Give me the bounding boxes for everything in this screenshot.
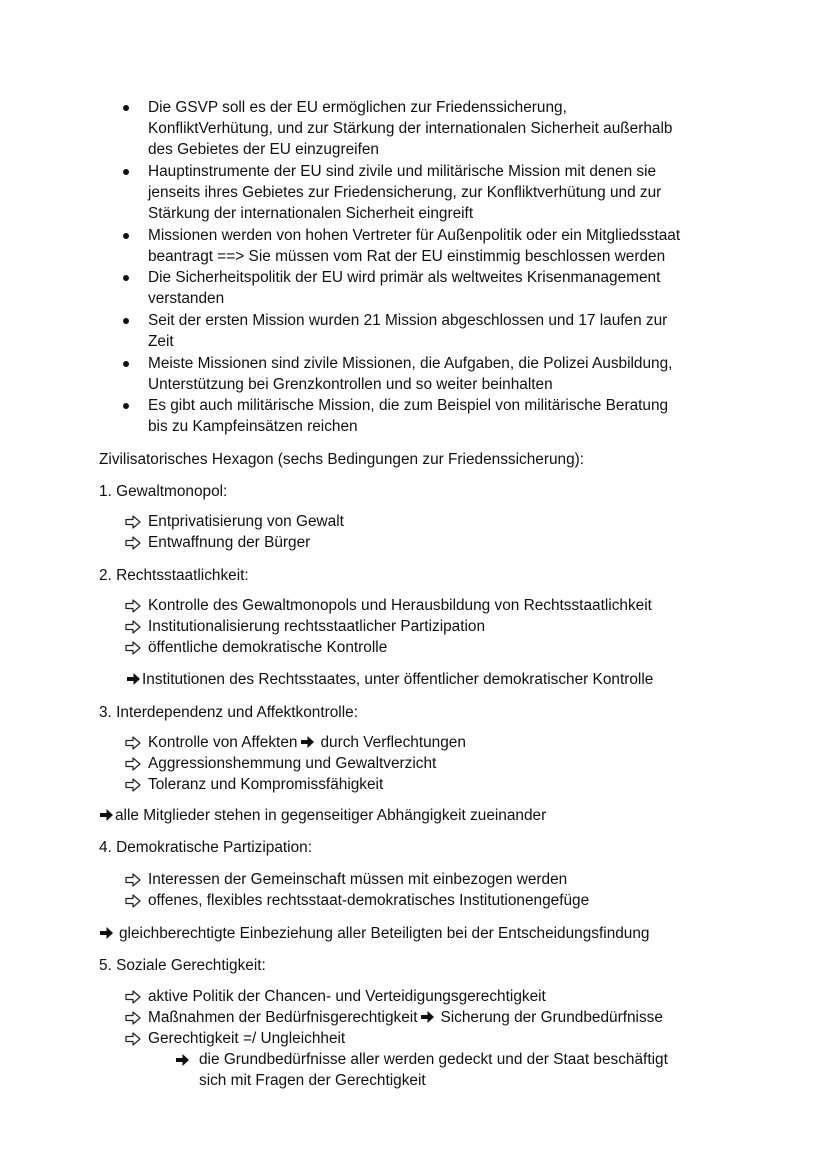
section-2-conclusion [126, 670, 653, 690]
section-5-item-2-b: Sicherung der Grundbedürfnisse [440, 1009, 663, 1026]
section-1-heading: 1. Gewaltmonopol: [99, 483, 228, 500]
section-3-item-2: Aggressionshemmung und Gewaltverzicht [148, 755, 437, 772]
section-4-item-2: offenes, flexibles rechtsstaat-demokratisches Institutionengefüge [148, 892, 590, 909]
section-3-item-1 [148, 733, 466, 753]
section-3-item-3: Toleranz und Kompromissfähigkeit [148, 776, 384, 793]
section-5-item-1: aktive Politik der Chancen- und Verteidigungsgerechtigkeit [148, 988, 546, 1005]
hollow-arrow-icon [124, 775, 142, 795]
bullet-6-line-1: Meiste Missionen sind zivile Missionen, die Aufgaben, die Polizei Ausbildung, [148, 355, 673, 372]
hollow-arrow-icon [124, 596, 142, 616]
section-2-conclusion-text: Institutionen des Rechtsstaates, unter öffentlicher demokratischer Kontrolle [142, 671, 654, 688]
solid-arrow-icon [420, 1010, 435, 1024]
bullet-5-line-2: Zeit [148, 333, 174, 350]
section-5-item-3: Gerechtigkeit =/ Ungleichheit [148, 1030, 346, 1047]
solid-arrow-icon [300, 735, 315, 749]
hollow-arrow-icon [124, 870, 142, 890]
bullet-dot [123, 403, 129, 409]
section-4-conclusion [99, 924, 650, 944]
section-3-heading: 3. Interdependenz und Affektkontrolle: [99, 704, 358, 721]
bullet-dot [123, 105, 129, 111]
section-5-item-2 [148, 1008, 663, 1028]
bullet-7-line-2: bis zu Kampfeinsätzen reichen [148, 418, 358, 435]
section-4-item-1: Interessen der Gemeinschaft müssen mit einbezogen werden [148, 871, 568, 888]
section-5-sub-line-1: die Grundbedürfnisse aller werden gedeckt und der Staat beschäftigt [199, 1051, 668, 1068]
bullet-2-line-3: Stärkung der internationalen Sicherheit eingreift [148, 205, 474, 222]
solid-arrow-icon [126, 672, 141, 686]
section-3-conclusion [99, 806, 546, 826]
hollow-arrow-icon [124, 1029, 142, 1049]
hollow-arrow-icon [124, 891, 142, 911]
bullet-5-line-1: Seit der ersten Mission wurden 21 Mission abgeschlossen und 17 laufen zur [148, 312, 668, 329]
hollow-arrow-icon [124, 638, 142, 658]
hexagon-heading: Zivilisatorisches Hexagon (sechs Bedingungen zur Friedenssicherung): [99, 451, 585, 468]
bullet-3-line-2: beantragt ==> Sie müssen vom Rat der EU einstimmig beschlossen werden [148, 248, 666, 265]
bullet-4-line-1: Die Sicherheitspolitik der EU wird primär als weltweites Krisenmanagement [148, 269, 661, 286]
bullet-7-line-1: Es gibt auch militärische Mission, die zum Beispiel von militärische Beratung [148, 397, 669, 414]
bullet-dot [123, 361, 129, 367]
section-5-item-2-a: Maßnahmen der Bedürfnisgerechtigkeit [148, 1009, 418, 1026]
solid-arrow-icon [99, 808, 114, 822]
section-3-item-1-b: durch Verflechtungen [320, 734, 466, 751]
bullet-dot [123, 233, 129, 239]
hollow-arrow-icon [124, 533, 142, 553]
section-2-item-3: öffentliche demokratische Kontrolle [148, 639, 388, 656]
bullet-2-line-1: Hauptinstrumente der EU sind zivile und militärische Mission mit denen sie [148, 163, 657, 180]
section-2-heading: 2. Rechtsstaatlichkeit: [99, 567, 249, 584]
hollow-arrow-icon [124, 617, 142, 637]
section-5-sub-line-2: sich mit Fragen der Gerechtigkeit [199, 1072, 426, 1089]
bullet-4-line-2: verstanden [148, 290, 225, 307]
bullet-1-line-1: Die GSVP soll es der EU ermöglichen zur Friedenssicherung, [148, 99, 567, 116]
bullet-dot [123, 275, 129, 281]
bullet-1-line-3: des Gebietes der EU einzugreifen [148, 141, 379, 158]
section-2-item-1: Kontrolle des Gewaltmonopols und Herausbildung von Rechtsstaatlichkeit [148, 597, 652, 614]
section-4-heading: 4. Demokratische Partizipation: [99, 839, 312, 856]
hollow-arrow-icon [124, 512, 142, 532]
section-1-item-2: Entwaffnung der Bürger [148, 534, 311, 551]
solid-arrow-icon [175, 1053, 190, 1067]
bullet-3-line-1: Missionen werden von hohen Vertreter für Außenpolitik oder ein Mitgliedsstaat [148, 227, 681, 244]
hollow-arrow-icon [124, 987, 142, 1007]
bullet-6-line-2: Unterstützung bei Grenzkontrollen und so weiter beinhalten [148, 376, 553, 393]
section-2-item-2: Institutionalisierung rechtsstaatlicher Partizipation [148, 618, 486, 635]
section-3-conclusion-text: alle Mitglieder stehen in gegenseitiger Abhängigkeit zueinander [115, 807, 547, 824]
section-5-heading: 5. Soziale Gerechtigkeit: [99, 957, 266, 974]
bullet-2-line-2: jenseits ihres Gebietes zur Friedensicherung, zur Konfliktverhütung und zur [148, 184, 662, 201]
hollow-arrow-icon [124, 754, 142, 774]
bullet-dot [123, 318, 129, 324]
hollow-arrow-icon [124, 733, 142, 753]
section-3-item-1-a: Kontrolle von Affekten [148, 734, 298, 751]
section-4-conclusion-text: gleichberechtigte Einbeziehung aller Beteiligten bei der Entscheidungsfindung [119, 925, 650, 942]
bullet-1-line-2: KonfliktVerhütung, und zur Stärkung der internationalen Sicherheit außerhalb [148, 120, 673, 137]
bullet-dot [123, 169, 129, 175]
solid-arrow-icon [99, 926, 114, 940]
section-1-item-1: Entprivatisierung von Gewalt [148, 513, 344, 530]
hollow-arrow-icon [124, 1008, 142, 1028]
